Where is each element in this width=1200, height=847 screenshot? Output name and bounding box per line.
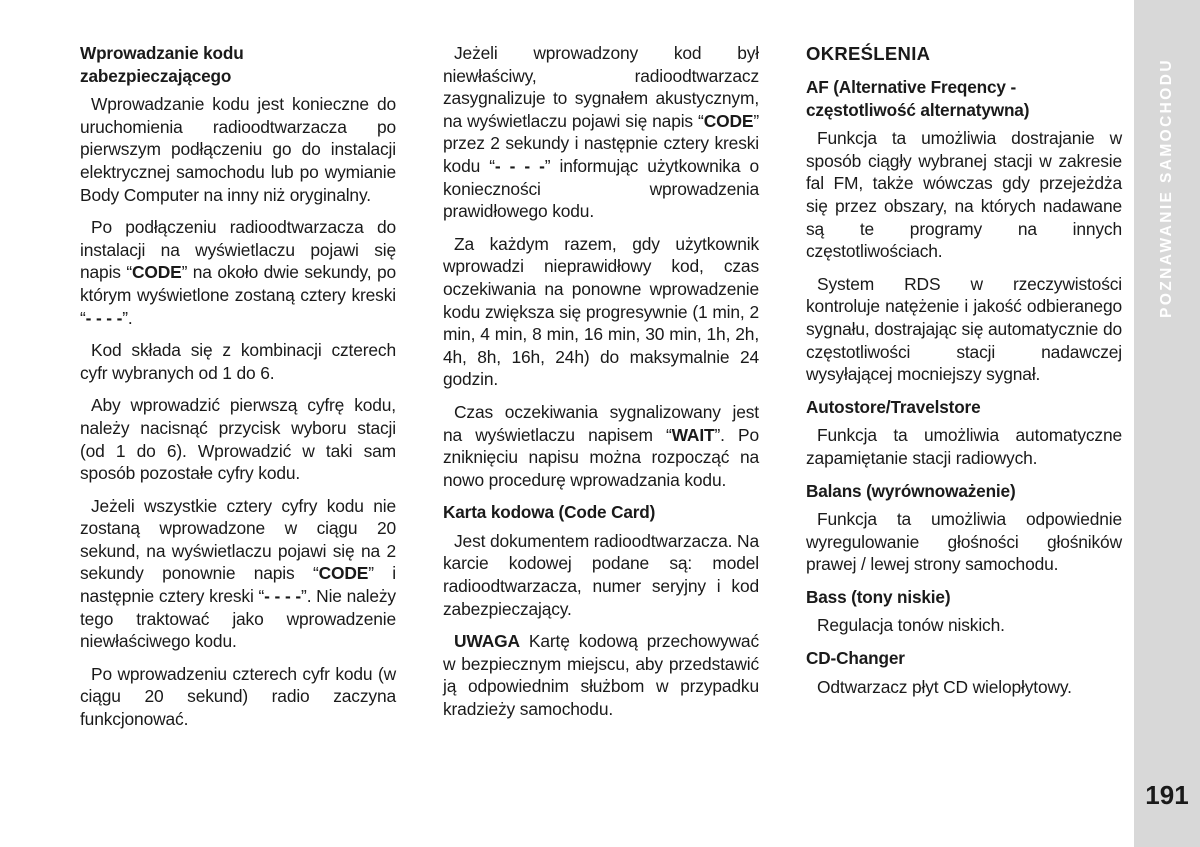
paragraph: Jeżeli wprowadzony kod był niewłaściwy, radioodtwarzacz zasygnalizuje to sygnałem akustycznym, na wyświetlaczu pojawi się napis “CODE” przez 2 sekundy i następnie cztery kreski kodu “- - - -” informując użytkownika o konieczności wprowadzenia prawidłowego kodu. [443,43,759,222]
paragraph: Funkcja ta umożliwia dostrajanie w sposób ciągły wybranej stacji w zakresie fal FM, także wówczas gdy przejeżdża się przez obszary, na których nadawane są te programy na innych częstotliwościach. [806,128,1122,262]
section-heading-code-entry: Wprowadzanie kodu zabezpieczającego [80,43,244,86]
chapter-title: POZNAWANIE SAMOCHODU [1158,58,1175,318]
paragraph: Za każdym razem, gdy użytkownik wprowadzi nieprawidłowy kod, czas oczekiwania na ponowne wprowadzenie kodu zwiększa się progresywnie (1 min, 2 min, 4 min, 8 min, 16 min, 30 min, 1h, 2h, 4h, 8h, 16h, 24h) do maksymalnie 24 godzin. [443,233,759,390]
paragraph: Kod składa się z kombinacji czterech cyfr wybranych od 1 do 6. [80,340,396,383]
paragraph: Jeżeli wszystkie cztery cyfry kodu nie zostaną wprowadzone w ciągu 20 sekund, na wyświetlaczu pojawi się na 2 sekundy ponownie napis “CODE” i następnie cztery kreski “- - - -”. Nie należy tego traktować jako wprowadzenie niewłaściwego kodu. [80,495,396,652]
term-heading-bass: Bass (tony niskie) [806,586,951,607]
paragraph: Wprowadzanie kodu jest konieczne do uruchomienia radioodtwarzacza po pierwszym podłączeniu go do instalacji elektrycznej samochodu lub po wymianie Body Computer na inny niż oryginalny. [80,94,396,205]
page-number: 191 [1145,780,1189,810]
dashes-display-text: - - - - [264,586,302,607]
paragraph: Funkcja ta umożliwia automatyczne zapamiętanie stacji radiowych. [806,425,1122,468]
column-3 [806,42,1122,708]
code-display-text: CODE [703,110,754,131]
column-1 [80,42,396,741]
term-heading-autostore: Autostore/Travelstore [806,396,981,417]
term-heading-af: AF (Alternative Freqency - częstotliwość alternatywna) [806,77,1030,120]
paragraph: Funkcja ta umożliwia odpowiednie wyregulowanie głośności głośników prawej / lewej strony samochodu. [806,509,1122,575]
paragraph: Aby wprowadzić pierwszą cyfrę kodu, należy nacisnąć przycisk wyboru stacji (od 1 do 6). Wprowadzić w taki sam sposób pozostałe cyfry kodu. [80,395,396,484]
section-heading-code-card: Karta kodowa (Code Card) [443,502,656,523]
warning-label: UWAGA [454,631,520,652]
section-heading-definitions: OKREŚLENIA [806,43,931,64]
paragraph: System RDS w rzeczywistości kontroluje natężenie i jakość odbieranego sygnału, dostrajając się automatycznie do częstotliwości stacji nadawczej wysyłającej mocniejszy sygnał. [806,273,1122,385]
warning-paragraph: UWAGA Kartę kodową przechowywać w bezpiecznym miejscu, aby przedstawić ją odpowiednim służbom w przypadku kradzieży samochodu. [443,631,759,720]
paragraph: Regulacja tonów niskich. [817,615,1005,636]
paragraph: Po wprowadzeniu czterech cyfr kodu (w ciągu 20 sekund) radio zaczyna funkcjonować. [80,663,396,730]
paragraph: Czas oczekiwania sygnalizowany jest na wyświetlaczu napisem “WAIT”. Po zniknięciu napisu można rozpocząć na nowo procedurę wprowadzania kodu. [443,401,759,490]
wait-display-text: WAIT [671,424,715,445]
paragraph: Odtwarzacz płyt CD wielopłytowy. [817,676,1072,697]
code-display-text: CODE [131,262,182,283]
dashes-display-text: - - - - [494,155,545,176]
code-display-text: CODE [318,563,369,584]
paragraph: Jest dokumentem radioodtwarzacza. Na karcie kodowej podane są: model radioodtwarzacza, numer seryjny i kod zabezpieczający. [443,530,759,619]
dashes-display-text: - - - - [85,307,123,328]
paragraph: Po podłączeniu radioodtwarzacza do instalacji na wyświetlaczu pojawi się napis “CODE” na około dwie sekundy, po którym wyświetlone zostaną cztery kreski “- - - -”. [80,217,396,328]
term-heading-cd-changer: CD-Changer [806,648,905,669]
term-heading-balans: Balans (wyrównoważenie) [806,480,1016,501]
column-2 [443,42,759,731]
